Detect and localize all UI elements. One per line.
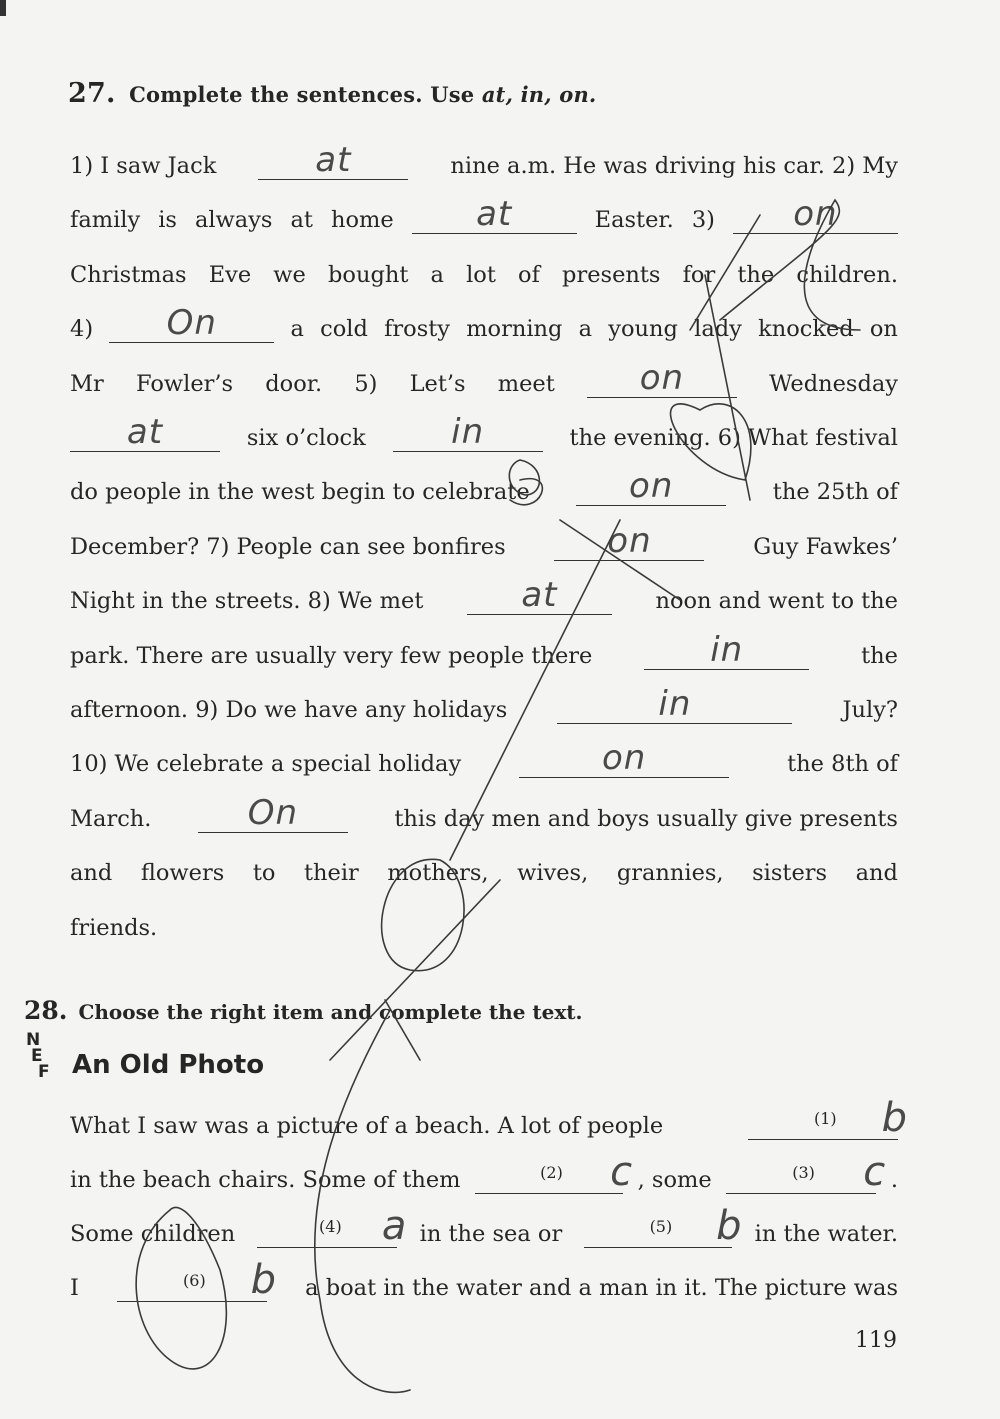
- sentence-text: presents: [562, 261, 661, 288]
- sentence-text: bought: [328, 261, 409, 288]
- sentence-text: in the water.: [754, 1221, 898, 1247]
- answer-blank[interactable]: [109, 303, 274, 344]
- sentence-text: 5): [354, 370, 378, 397]
- answer-blank[interactable]: [576, 466, 726, 507]
- sentence-text: a: [578, 316, 593, 343]
- handwritten-answer: b: [250, 1257, 278, 1303]
- sentence-text: nine a.m. He was driving his car. 2) My: [450, 153, 898, 179]
- answer-blank[interactable]: [70, 412, 220, 452]
- sentence-text: morning: [466, 316, 563, 343]
- handwritten-answer: in: [710, 629, 744, 670]
- sentence-text: of: [518, 261, 540, 288]
- sentence-text: Guy Fawkes’: [753, 533, 898, 560]
- blank-number: (5): [649, 1217, 673, 1236]
- sentence-text: a: [430, 261, 444, 288]
- answer-blank[interactable]: [393, 412, 543, 452]
- sentence-text: March.: [70, 805, 152, 832]
- text-line: [70, 575, 898, 615]
- text-title: An Old Photo: [72, 1050, 265, 1080]
- sentence-text: children.: [796, 261, 898, 288]
- sentence-text: grannies,: [616, 860, 724, 887]
- handwritten-answer: on: [601, 738, 647, 779]
- answer-blank[interactable]: [258, 140, 408, 180]
- handwritten-answer: on: [607, 520, 652, 561]
- sentence-text: in the sea or: [419, 1221, 563, 1247]
- sentence-text: friends.: [70, 914, 158, 941]
- sentence-text: 4): [70, 316, 94, 343]
- sentence-text: a boat in the water and a man in it. The picture was: [305, 1275, 898, 1301]
- sentence-text: family: [70, 207, 141, 234]
- sentence-text: Fowler’s: [135, 370, 234, 397]
- sentence-text: Mr: [70, 370, 104, 397]
- blank-number: (1): [814, 1109, 837, 1128]
- text-line: [70, 140, 898, 180]
- handwritten-answer: at: [315, 140, 352, 180]
- handwritten-answer: at: [476, 194, 513, 235]
- handwritten-answer: On: [247, 792, 299, 833]
- handwritten-answer: on: [793, 194, 838, 235]
- exercise-28-title: [24, 996, 582, 1025]
- sentence-text: and: [855, 860, 898, 887]
- handwritten-answer: a: [381, 1203, 408, 1249]
- text-line: [70, 738, 898, 778]
- answer-blank[interactable]: [557, 684, 792, 724]
- text-line: [70, 521, 898, 561]
- sentence-text: 3): [691, 207, 715, 234]
- sentence-text: the 25th of: [772, 479, 898, 506]
- sentence-text: we: [273, 261, 306, 288]
- badge-letter: N: [26, 1030, 41, 1050]
- sentence-text: Some children: [70, 1221, 236, 1247]
- badge-letter: F: [38, 1062, 50, 1082]
- handwritten-answer: in: [451, 412, 485, 452]
- text-line: [70, 466, 898, 506]
- handwritten-answer: On: [166, 303, 217, 344]
- answer-blank[interactable]: [748, 1095, 908, 1141]
- sentence-text: 10) We celebrate a special holiday: [70, 751, 462, 778]
- page-number: 119: [855, 1328, 897, 1353]
- text-line: [70, 412, 898, 452]
- sentence-text: sisters: [752, 860, 828, 887]
- text-line: [70, 1095, 908, 1141]
- sentence-text: December? 7) People can see bonfires: [70, 533, 506, 560]
- sentence-text: the: [737, 261, 775, 288]
- sentence-text: I: [70, 1275, 79, 1301]
- sentence-text: the 8th of: [787, 751, 898, 778]
- answer-blank[interactable]: [554, 520, 704, 561]
- exercise-27-title: [68, 78, 596, 109]
- text-line: [70, 1203, 898, 1249]
- text-line: [70, 358, 898, 398]
- sentence-text: their: [303, 860, 359, 887]
- sentence-text: lot: [466, 261, 496, 288]
- sentence-text: six o’clock: [246, 425, 366, 451]
- sentence-text: 1) I saw Jack: [70, 153, 217, 179]
- answer-blank[interactable]: [584, 1203, 743, 1249]
- sentence-text: Let’s: [409, 370, 466, 397]
- sentence-text: July?: [842, 697, 898, 723]
- sentence-text: flowers: [140, 860, 225, 887]
- sentence-text: .: [890, 1167, 898, 1193]
- exercise-number: 27.: [68, 78, 116, 109]
- text-line: [70, 793, 898, 833]
- answer-blank[interactable]: [519, 738, 729, 779]
- sentence-text: Night in the streets. 8) We met: [70, 588, 424, 615]
- text-line: [70, 1149, 898, 1195]
- sentence-text: always: [194, 207, 273, 234]
- text-line: [70, 902, 898, 942]
- sentence-text: frosty: [384, 316, 451, 343]
- sentence-text: door.: [265, 370, 323, 397]
- answer-blank[interactable]: [257, 1203, 408, 1249]
- sentence-text: a: [290, 316, 304, 343]
- text-line: [70, 194, 898, 234]
- exercise-words: at, in, on.: [481, 82, 597, 107]
- corner-mark: [0, 0, 6, 16]
- blank-number: (4): [319, 1217, 342, 1236]
- sentence-text: do people in the west begin to celebrate: [70, 479, 530, 506]
- sentence-text: afternoon. 9) Do we have any holidays: [70, 697, 508, 723]
- answer-blank[interactable]: [467, 575, 612, 616]
- sentence-text: knocked: [758, 316, 854, 343]
- blank-number: (2): [540, 1163, 563, 1182]
- sentence-text: for: [682, 261, 716, 288]
- sentence-text: What I saw was a picture of a beach. A lot of people: [70, 1113, 664, 1139]
- handwritten-answer: c: [863, 1149, 887, 1195]
- blank-number: (6): [183, 1271, 206, 1290]
- sentence-text: home: [330, 207, 394, 234]
- sentence-text: lady: [694, 316, 742, 343]
- exercise-number: 28.: [24, 996, 68, 1025]
- text-line: [70, 303, 898, 343]
- handwritten-answer: c: [610, 1149, 634, 1195]
- sentence-text: on: [869, 316, 898, 343]
- sentence-text: at: [290, 207, 313, 234]
- sentence-text: and: [70, 860, 113, 887]
- answer-blank[interactable]: [198, 792, 348, 833]
- sentence-text: , some: [637, 1167, 712, 1193]
- sentence-text: to: [252, 860, 276, 887]
- text-line: [70, 1257, 898, 1303]
- sentence-text: park. There are usually very few people there: [70, 642, 593, 669]
- sentence-text: Eve: [208, 261, 252, 288]
- text-line: [70, 847, 898, 887]
- text-line: [70, 684, 898, 724]
- sentence-text: mothers,: [387, 860, 489, 887]
- badge-letter: E: [31, 1046, 43, 1066]
- answer-blank[interactable]: [644, 629, 809, 670]
- handwritten-answer: b: [716, 1203, 743, 1249]
- text-line: [70, 249, 898, 289]
- text-line: [70, 630, 898, 670]
- sentence-text: the: [861, 642, 898, 669]
- sentence-text: noon and went to the: [655, 588, 898, 615]
- sentence-text: Christmas: [70, 261, 187, 288]
- handwritten-answer: in: [658, 684, 692, 724]
- answer-blank[interactable]: [475, 1149, 634, 1195]
- handwritten-answer: at: [521, 575, 558, 616]
- handwritten-answer: b: [881, 1095, 908, 1141]
- answer-blank[interactable]: [726, 1149, 887, 1195]
- answer-blank[interactable]: [117, 1257, 278, 1303]
- handwritten-answer: on: [629, 466, 674, 507]
- sentence-text: Easter.: [594, 207, 674, 234]
- answer-blank[interactable]: [587, 357, 737, 398]
- sentence-text: young: [608, 316, 678, 343]
- sentence-text: the evening. 6) What festival: [569, 425, 898, 451]
- sentence-text: cold: [320, 316, 368, 343]
- sentence-text: is: [158, 207, 177, 234]
- sentence-text: wives,: [517, 860, 589, 887]
- sentence-text: this day men and boys usually give presents: [394, 805, 898, 832]
- sentence-text: in the beach chairs. Some of them: [70, 1167, 461, 1193]
- handwritten-answer: on: [639, 357, 685, 398]
- blank-number: (3): [792, 1163, 815, 1182]
- answer-blank[interactable]: [733, 194, 898, 235]
- sentence-text: Wednesday: [769, 370, 898, 397]
- level-badge: [26, 1032, 52, 1084]
- handwritten-answer: at: [126, 412, 164, 452]
- exercise-instruction: Choose the right item and complete the text.: [78, 1000, 583, 1024]
- sentence-text: meet: [497, 370, 555, 397]
- exercise-instruction: Complete the sentences. Use: [129, 82, 475, 107]
- answer-blank[interactable]: [412, 194, 577, 235]
